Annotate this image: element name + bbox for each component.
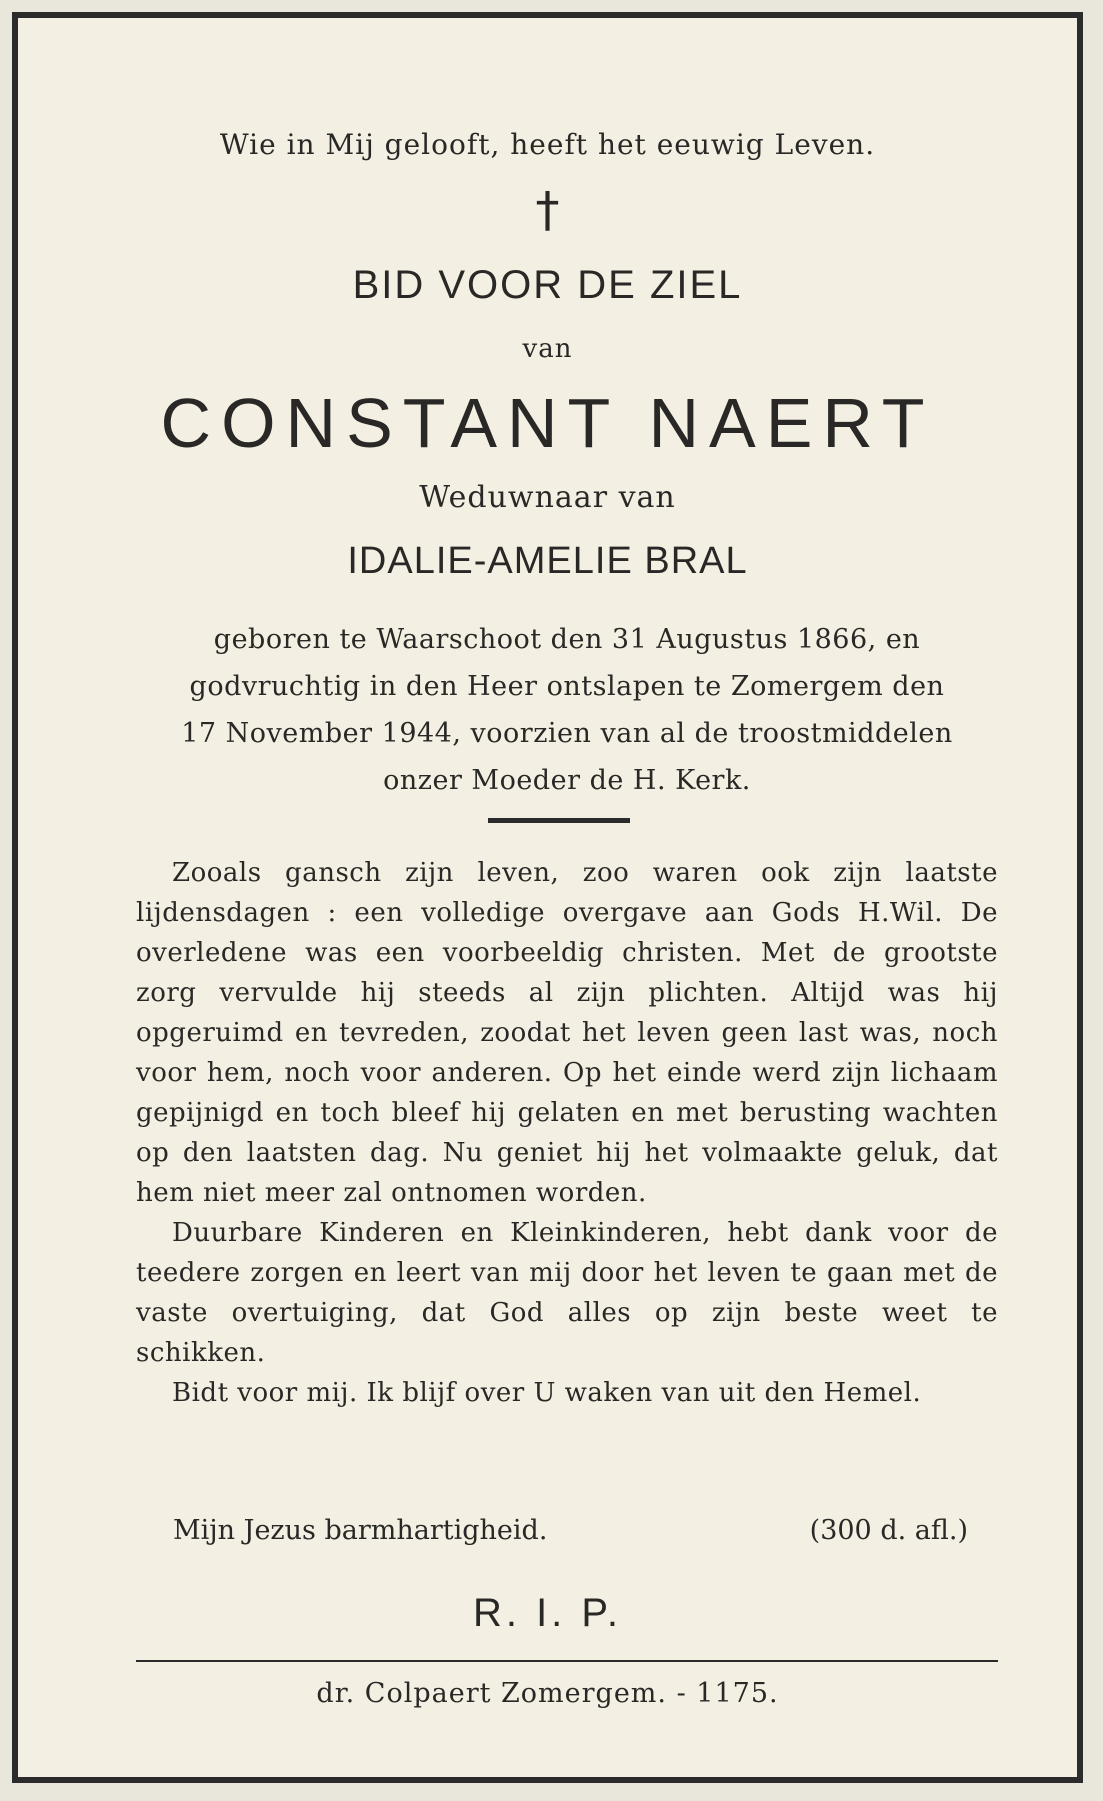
spouse-name: IDALIE-AMELIE BRAL [347,540,748,582]
paragraph: Zooals gansch zijn leven, zoo waren ook zijn laatste lijdensdagen : een volledige overgave aan Gods H.Wil. De overledene was een voorbeeldig christen. Met de grootste zorg vervulde hij steeds al zijn plichten. Altijd was hij opgeruimd en tevreden, zoodat het leven geen last was, noch voor hem, noch voor anderen. Op het einde werd zijn lichaam gepijnigd en toch bleef hij gelaten en met berusting wachten op den laatsten dag. Nu geniet hij het volmaakte geluk, dat hem niet meer zal ontnomen worden. [136,858,998,1208]
birth-death-line: onzer Moeder de H. Kerk. [383,765,751,796]
relation-label: Weduwnaar van [419,480,676,515]
printer-line: dr. Colpaert Zomergem. - 1175. [316,1678,779,1709]
birth-death-line: geboren te Waarschoot den 31 Augustus 1866, en [213,624,921,655]
deceased-name: CONSTANT NAERT [160,384,935,462]
divider [488,818,630,823]
van-label: van [522,334,573,364]
rip: R. I. P. [472,1591,623,1635]
footer-rule [136,1660,998,1662]
birth-death-line: 17 November 1944, voorzien van al de troostmiddelen [181,718,953,749]
memorial-card [12,12,1083,1783]
heading: BID VOOR DE ZIEL [352,263,743,307]
cross-icon: † [535,182,560,238]
birth-death-line: godvruchtig in den Heer ontslapen te Zomergem den [189,671,945,702]
body-text [136,853,998,1413]
birth-death-info [136,616,998,804]
paragraph: Duurbare Kinderen en Kleinkinderen, hebt dank voor de teedere zorgen en leert van mij door het leven te gaan met de vaste overtuiging, dat God alles op zijn beste weet te schikken. [136,1218,998,1368]
prayer: Mijn Jezus barmhartigheid. [173,1515,548,1546]
paragraph: Bidt voor mij. Ik blijf over U waken van uit den Hemel. [172,1378,922,1408]
indulgence: (300 d. afl.) [809,1515,968,1546]
motto: Wie in Mij gelooft, heeft het eeuwig Leven. [219,128,876,161]
